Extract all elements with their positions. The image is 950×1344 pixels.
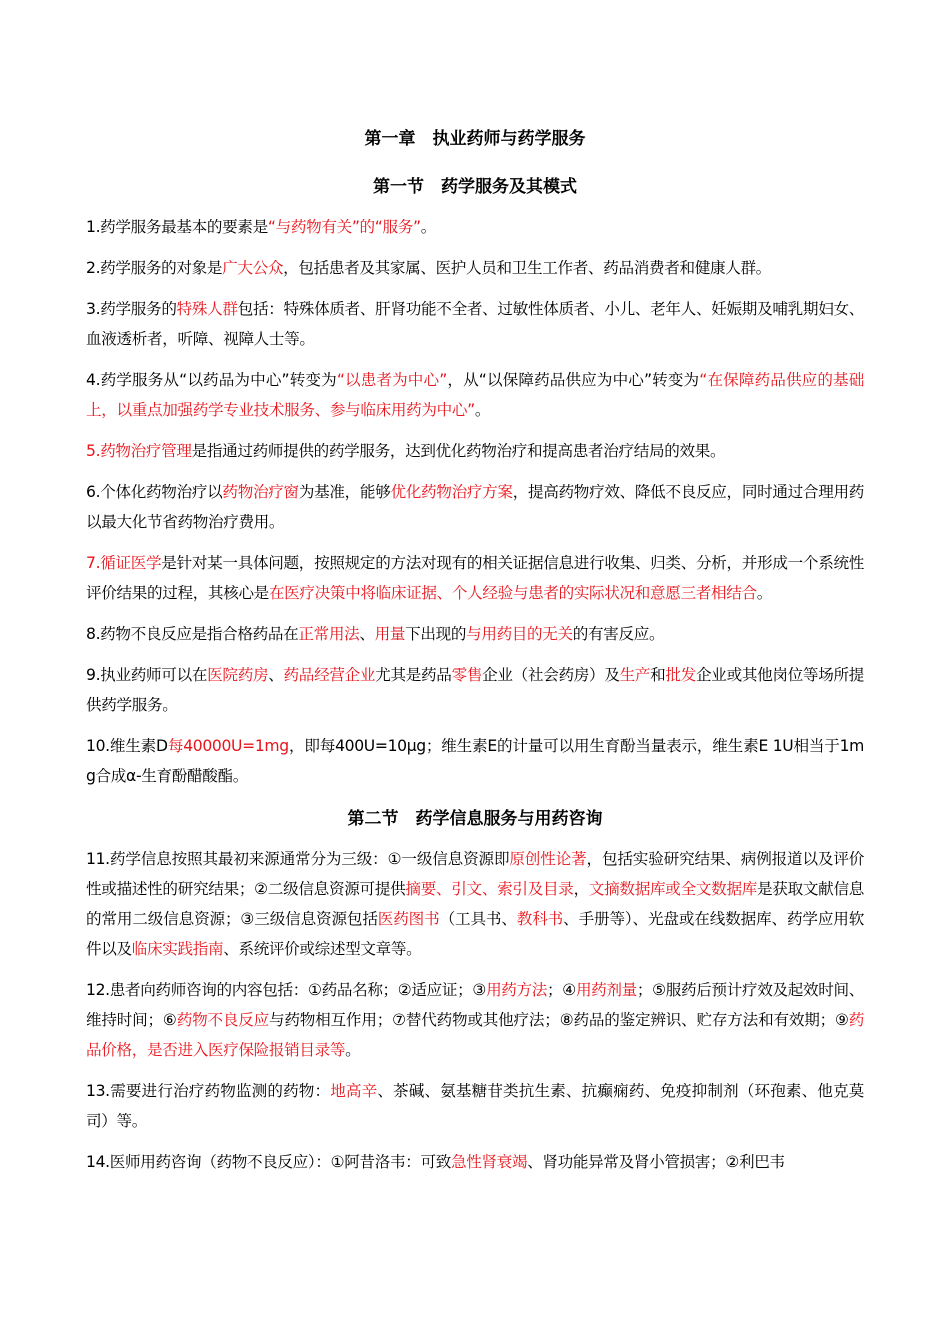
body-text: 包括：特殊体质者、肝肾功能不全者、过敏性体质者、小儿、老年人、妊娠期及哺乳期妇女、血液透析者，听障、视障人士等。 [86, 300, 864, 348]
body-text: ，包括实验研究结果、病例报道以及评价性或描述性的研究结果；②二级信息资源可提供 [86, 850, 864, 898]
body-text: 6.个体化药物治疗以 [86, 483, 223, 501]
body-text: 3.药学服务的 [86, 300, 177, 318]
body-text: 。 [474, 401, 491, 419]
paragraph [86, 1147, 864, 1177]
body-text: ， [573, 880, 589, 898]
highlighted-text: 原创性论著 [509, 850, 587, 868]
body-text: 10.维生素D [86, 737, 168, 755]
body-text: ；④ [547, 981, 576, 999]
paragraph [86, 436, 864, 466]
body-text: ，即每400U=10μg；维生素E的计量可以用生育酚当量表示，维生素E 1U相当于1mg合成α-生育酚醋酸酯。 [86, 737, 865, 785]
body-text: 。 [345, 1041, 361, 1059]
highlighted-text: 用量 [374, 625, 406, 643]
document-page [86, 122, 864, 1188]
highlighted-text: 地高辛 [330, 1082, 378, 1100]
body-text: 12.患者向药师咨询的内容包括：①药品名称；②适应证；③ [86, 981, 487, 999]
paragraph [86, 844, 864, 964]
highlighted-text: 优化药物治疗方案 [390, 483, 513, 501]
body-text: 13.需要进行治疗药物监测的药物： [86, 1082, 331, 1100]
body-text: 是针对某一具体问题，按照规定的方法对现有的相关证据信息进行收集、归类、分析，并形成一个系统性评价结果的过程，其核心是 [86, 554, 864, 602]
body-text: 2.药学服务的对象是 [86, 259, 223, 277]
body-text: ，从“以保障药品供应为中心”转变为 [446, 371, 700, 389]
chapter-title: 第一章 执业药师与药学服务 [364, 129, 586, 149]
body-text: 的有害反应。 [572, 625, 665, 643]
body-text: 、系统评价或综述型文章等。 [223, 940, 422, 958]
paragraph [86, 212, 864, 242]
body-text: 与药物相互作用；⑦替代药物或其他疗法；⑧药品的鉴定辨识、贮存方法和有效期；⑨ [269, 1011, 849, 1029]
highlighted-text: 广大公众 [222, 259, 284, 277]
body-text: 、 [359, 625, 375, 643]
body-text: 、茶碱、氨基糖苷类抗生素、抗癫痫药、免疫抑制剂（环孢素、他克莫司）等。 [86, 1082, 864, 1130]
body-text: 9.执业药师可以在 [86, 666, 208, 684]
highlighted-text: 零售 [451, 666, 483, 684]
highlighted-text: 医院药房 [207, 666, 269, 684]
paragraph [86, 294, 864, 354]
highlighted-text: 特殊人群 [176, 300, 238, 318]
highlighted-text: 每40000U=1mg [167, 737, 289, 755]
section-title: 第二节 药学信息服务与用药咨询 [347, 809, 603, 829]
body-text: 1.药学服务最基本的要素是 [86, 218, 268, 236]
body-text: 为基准，能够 [298, 483, 391, 501]
paragraph [86, 660, 864, 720]
highlighted-text: 文摘数据库或全文数据库 [588, 880, 758, 898]
highlighted-text: 5. [86, 442, 101, 460]
body-text: 企业或其他岗位等场所提供药学服务。 [86, 666, 865, 714]
highlighted-text: 批发 [665, 666, 697, 684]
highlighted-text: “在保障药品供应的基础上，以重点加强药学专业技术服务、参与临床用药为中心” [86, 371, 864, 419]
section-2-body [86, 844, 864, 1177]
body-text: 下出现的 [405, 625, 467, 643]
highlighted-text: 药物治疗管理 [100, 442, 192, 460]
highlighted-text: 临床实践指南 [131, 940, 224, 958]
body-text: （工具书、 [439, 910, 517, 928]
body-text: ，包括患者及其家属、医护人员和卫生工作者、药品消费者和健康人群。 [283, 259, 771, 277]
highlighted-text: 摘要、引文、索引及目录 [405, 880, 574, 898]
paragraph [86, 975, 864, 1065]
body-text: 尤其是药品 [375, 666, 452, 684]
paragraph [86, 731, 864, 791]
body-text: ；⑤服药后预计疗效及起效时间、维持时间；⑥ [86, 981, 864, 1029]
paragraph [86, 619, 864, 649]
highlighted-text: 循证医学 [100, 554, 162, 572]
body-text: 企业（社会药房）及 [482, 666, 620, 684]
highlighted-text: “与药物有关”的“服务” [267, 218, 421, 236]
paragraph [86, 253, 864, 283]
body-text: 14.医师用药咨询（药物不良反应）：①阿昔洛韦：可致 [86, 1153, 451, 1171]
paragraph [86, 1076, 864, 1136]
highlighted-text: 教科书 [516, 910, 564, 928]
highlighted-text: 药品价格，是否进入医疗保险报销目录等 [86, 1011, 865, 1059]
body-text: ，提高药物疗效、降低不良反应，同时通过合理用药以最大化节省药物治疗费用。 [86, 483, 864, 531]
highlighted-text: 药品经营企业 [283, 666, 376, 684]
paragraph [86, 548, 864, 608]
body-text: 、肾功能异常及肾小管损害；②利巴韦 [527, 1153, 785, 1171]
body-text: 8.药物不良反应是指合格药品在 [86, 625, 299, 643]
highlighted-text: “以患者为中心” [336, 371, 447, 389]
highlighted-text: 生产 [619, 666, 651, 684]
highlighted-text: 用药方法 [486, 981, 548, 999]
highlighted-text: 7. [86, 554, 101, 572]
highlighted-text: 医药图书 [377, 910, 440, 928]
body-text: 、 [268, 666, 284, 684]
highlighted-text: 在医疗决策中将临床证据、个人经验与患者的实际状况和意愿三者相结合 [268, 584, 757, 602]
body-text: 。 [756, 584, 772, 602]
body-text: 是指通过药师提供的药学服务，达到优化药物治疗和提高患者治疗结局的效果。 [191, 442, 726, 460]
body-text: 。 [420, 218, 436, 236]
body-text: 、手册等）、光盘或在线数据库、药学应用软件以及 [86, 910, 864, 958]
highlighted-text: 药物治疗窗 [222, 483, 299, 501]
highlighted-text: 用药剂量 [575, 981, 637, 999]
section-1-body [86, 212, 864, 791]
body-text: 是获取文献信息的常用二级信息资源；③三级信息资源包括 [86, 880, 864, 928]
paragraph [86, 365, 864, 425]
section-title: 第一节 药学服务及其模式 [373, 177, 577, 197]
highlighted-text: 正常用法 [298, 625, 360, 643]
body-text: 和 [650, 666, 666, 684]
highlighted-text: 与用药目的无关 [466, 625, 573, 643]
paragraph [86, 477, 864, 537]
body-text: 4.药学服务从“以药品为中心”转变为 [86, 371, 337, 389]
highlighted-text: 药物不良反应 [176, 1011, 270, 1029]
highlighted-text: 急性肾衰竭 [450, 1153, 528, 1171]
body-text: 11.药学信息按照其最初来源通常分为三级：①一级信息资源即 [86, 850, 510, 868]
